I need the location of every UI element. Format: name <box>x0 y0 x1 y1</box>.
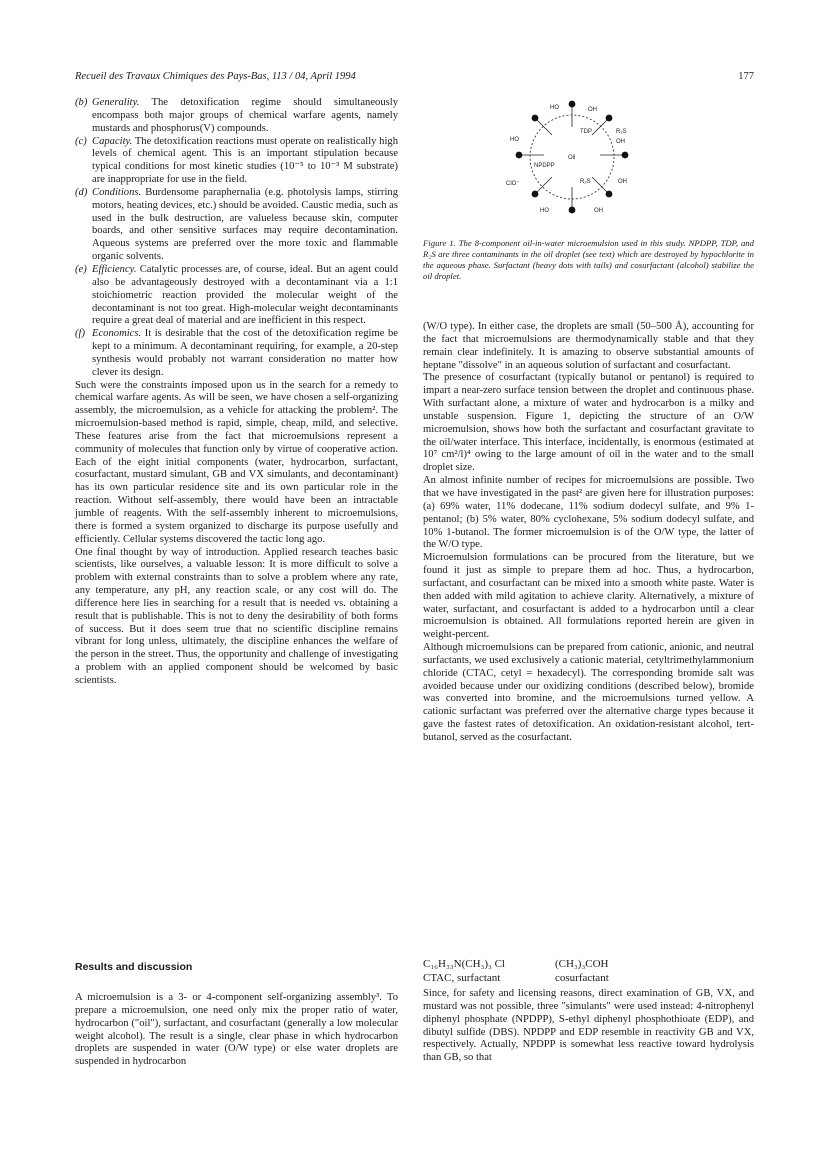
item-text: The detoxification regime should simultaneously encompass both major groups of chemical warfare agents, namely mustards and phosphorus(V) compounds. <box>92 97 398 134</box>
item-text: Catalytic processes are, of course, ideal. But an agent could also be advantageously destroyed with a decontaminant via a 1:1 stoichiometric reaction provided the molecular weight of the decontaminant is not too great. High-molecular weight decontaminants require a great deal of material and are inefficient in this respect. <box>92 263 398 327</box>
item-label: (b) <box>75 97 88 108</box>
label-clo: ClO⁻ <box>506 181 520 187</box>
formula-cosurfactant-label: cosurfactant <box>555 972 609 984</box>
figure-caption: Figure 1. The 8-component oil-in-water microemulsion used in this study. NPDPP, TDP, and R₂S are three contaminants in the oil droplet (see text) which are destroyed by hypochlorite in the aqueous phase. Surfactant (heavy dots with tails) and cosurfactant (alcohol) stabilize the oil droplet. <box>423 238 754 281</box>
label-oh-bottom: OH <box>594 208 603 214</box>
microemulsion-diagram <box>500 95 650 225</box>
item-text: The detoxification reactions must operate on realistically high levels of chemical agent. This is an important stipulation because typical conditions for most kinetic studies (10⁻⁵ to 10⁻³ M substrate) are inappropriate for use in the field. <box>92 135 398 186</box>
item-label: (f) <box>75 328 85 340</box>
list-item <box>75 187 398 264</box>
body-paragraph: Microemulsion formulations can be procured from the literature, but we found it just as simple to prepare them ad hoc. Thus, a hydrocarbon, surfactant, and cosurfactant can be mixed into a smooth white paste. Water is then added with mild agitation to achieve clarity. Alternatively, a mixture of water, surfactant, and cosurfactant is added to a hydrocarbon until a clear microemulsion is obtained. All formulations reported herein are given in weight-percent. <box>423 552 754 641</box>
item-label: (c) <box>75 135 87 147</box>
label-ho-top: HO <box>550 105 559 111</box>
body-paragraph: Although microemulsions can be prepared from cationic, anionic, and neutral surfactants, we used exclusively a cationic material, cetyltrimethylammonium chloride (CTAC, cetyl = hexadecyl). The corresponding bromide salt was avoided because under our oxidizing conditions (described below), bromide was converted into bromine, and the microemulsions turned yellow. A cationic surfactant was preferred over the alternative charge types because it gave the fastest rates of detoxification. An oxidation-resistant alcohol, tert-butanol, served as the cosurfactant. <box>423 642 754 743</box>
item-label: (e) <box>75 263 87 275</box>
item-heading: Conditions. <box>92 186 142 198</box>
journal-header: Recueil des Travaux Chimiques des Pays-Bas, 113 / 04, April 1994 <box>75 71 356 82</box>
formula-ctac: C₁₆H₃₃N(CH₃)₃ Cl <box>423 958 505 970</box>
list-item <box>75 97 398 136</box>
body-paragraph: The presence of cosurfactant (typically butanol or pentanol) is required to impart a near-zero surface tension between the droplet and continuous phase. With surfactant alone, a mixture of water and hydrocarbon is a milky and unstable suspension. Figure 1, depicting the structure of an O/W microemulsion, shows how both the surfactant and cosurfactant gravitate to the oil/water interface. This interface, incidentally, is enormous (estimated at 10⁷ cm²/l)⁴ owing to the large amount of oil in the water and to the small droplet size. <box>423 372 754 474</box>
section-paragraph: A microemulsion is a 3- or 4-component self-organizing assembly³. To prepare a microemulsion, one need only mix the proper ratio of water, hydrocarbon ("oil"), surfactant, and cosurfactant (generally a low molecular weight alcohol). The result is a single, clear phase in which hydrocarbon droplets are suspended in water (O/W type) or else water droplets are suspended in hydrocarbon <box>75 992 398 1068</box>
label-r2s-bottom: R₂S <box>580 179 591 185</box>
section-heading: Results and discussion <box>75 961 193 973</box>
body-paragraph: One final thought by way of introduction. Applied research teaches basic scientists, like ourselves, a valuable lesson: It is more difficult to solve a problem with external constraints than to solve a problem where any rate, any temperature, any pH, any reaction scale, or any cost will do. The difference here lies in searching for a result that is needed vs. obtaining a result that is publishable. This is not to deny the desirability of both forms of success. But it does seem true that no scientific discipline remains vibrant for long unless, ultimately, the discipline enhances the welfare of the person in the street. Thus, the opportunity and challenge of investigating a problem with an applied component should be welcomed by basic scientists. <box>75 546 398 686</box>
left-column <box>75 97 398 688</box>
final-paragraph: Since, for safety and licensing reasons, direct examination of GB, VX, and mustard was not possible, three "simulants" were used instead: 4-nitrophenyl diphenyl phosphate (NPDPP), S-ethyl diphenyl phosphothioate (EDP), and dibutyl sulfide (DBS). NPDPP and EDP resemble in reactivity GB and VX, respectively. Actually, NPDPP is somewhat less reactive toward hydrolysis than GB, so that <box>423 988 754 1064</box>
list-item <box>75 136 398 187</box>
item-heading: Capacity. <box>92 135 133 147</box>
right-column <box>423 321 754 745</box>
label-r2s-top: R₂S <box>616 129 627 135</box>
body-paragraph: (W/O type). In either case, the droplets are small (50–500 Å), accounting for the fact that microemulsions are thermodynamically stable and that they remain clear indefinitely. It is amazing to observe substantial amounts of heptane "dissolve" in an aqueous solution of surfactant and cosurfactant. <box>423 321 754 371</box>
item-heading: Economics. <box>92 328 142 340</box>
item-heading: Generality. <box>92 97 140 108</box>
list-item <box>75 328 398 379</box>
chemical-formulas <box>423 957 685 985</box>
label-oil: Oil <box>568 155 576 161</box>
label-ho-left: HO <box>510 137 519 143</box>
formula-ctac-label: CTAC, surfactant <box>423 972 501 984</box>
item-label: (d) <box>75 186 88 198</box>
formula-tert-butanol: (CH₃)₃COH <box>555 958 609 970</box>
label-oh-right2: OH <box>618 179 627 185</box>
body-paragraph: Such were the constraints imposed upon us in the search for a remedy to chemical warfare agents. As will be seen, we have chosen a self-organizing assembly, the microemulsion, as a vehicle for attacking the problem². The microemulsion-based method is rapid, simple, cheap, mild, and selective. These features arise from the fact that microemulsions represent a community of molecules that function only by virtue of cooperative action. Each of the eight initial components (water, hydrocarbon, surfactant, cosurfactant, mustard simulant, GB and VX simulants, and decontaminant) has its own particular residence site and its own particular role in the reaction. Without self-assembly, there would have been an intractable jumble of reagents. With the self-assembly inherent to microemulsions, there is formed a system organized to discharge its purpose usefully and efficiently. Cellular systems discovered the tactic long ago. <box>75 379 398 545</box>
label-oh-top: OH <box>588 107 597 113</box>
label-tdp: TDP <box>580 129 592 135</box>
item-text: It is desirable that the cost of the detoxification regime be kept to a minimum. A decontaminant requiring, for example, a 20-step synthesis would probably not warrant consideration no matter how clever its design. <box>92 328 398 378</box>
body-paragraph: An almost infinite number of recipes for microemulsions are possible. Two that we have investigated in the past² are given here for illustration purposes: (a) 69% water, 11% dodecane, 11% sodium dodecyl sulfate, and 9% 1-pentanol; (b) 5% water, 80% cyclohexane, 5% sodium dodecyl sulfate, and 10% 1-butanol. The former microemulsion is of the O/W type, the latter of the W/O type. <box>423 475 754 551</box>
list-item <box>75 264 398 328</box>
microemulsion-figure <box>500 95 650 225</box>
item-heading: Efficiency. <box>92 263 137 275</box>
page-number: 177 <box>738 71 754 82</box>
item-text: Burdensome paraphernalia (e.g. photolysis lamps, stirring motors, heating devices, etc.) should be avoided. Caustic media, such as used in the bulk destruction, are valueless because skin, computer boards, and other sensitive surfaces may require decontamination. Aqueous systems are preferred over the more toxic and flammable organic solvents. <box>92 186 398 263</box>
label-oh-right: OH <box>616 139 625 145</box>
label-npdpp: NPDPP <box>534 163 555 169</box>
label-ho-bottom: HO <box>540 208 549 214</box>
